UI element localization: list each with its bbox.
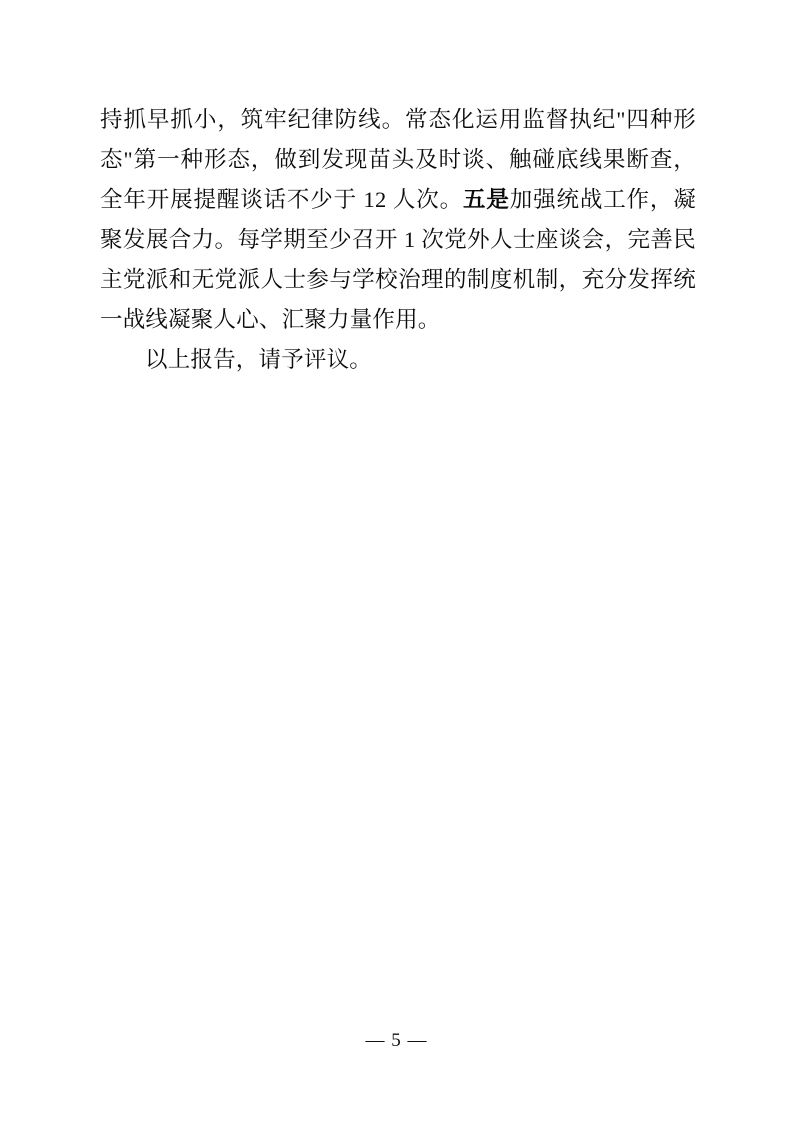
body-paragraph-continued <box>100 100 696 340</box>
paragraph-text-run-1: 持抓早抓小，筑牢纪律防线。常态化运用监督执纪"四种形态"第一种形态，做到发现苗头及时谈、触碰底线果断查，全年开展提醒谈话不少于 12 人次。 <box>100 107 696 212</box>
body-paragraph-closing: 以上报告，请予评议。 <box>145 347 373 372</box>
document-body <box>100 100 696 380</box>
paragraph-text-run-2: 加强统战工作，凝聚发展合力。每学期至少召开 1 次党外人士座谈会，完善民主党派和无党派人士参与学校治理的制度机制，充分发挥统一战线凝聚人心、汇聚力量作用。 <box>100 187 696 332</box>
paragraph-bold-run: 五是 <box>463 187 510 212</box>
page-number: — 5 — <box>365 1030 428 1051</box>
